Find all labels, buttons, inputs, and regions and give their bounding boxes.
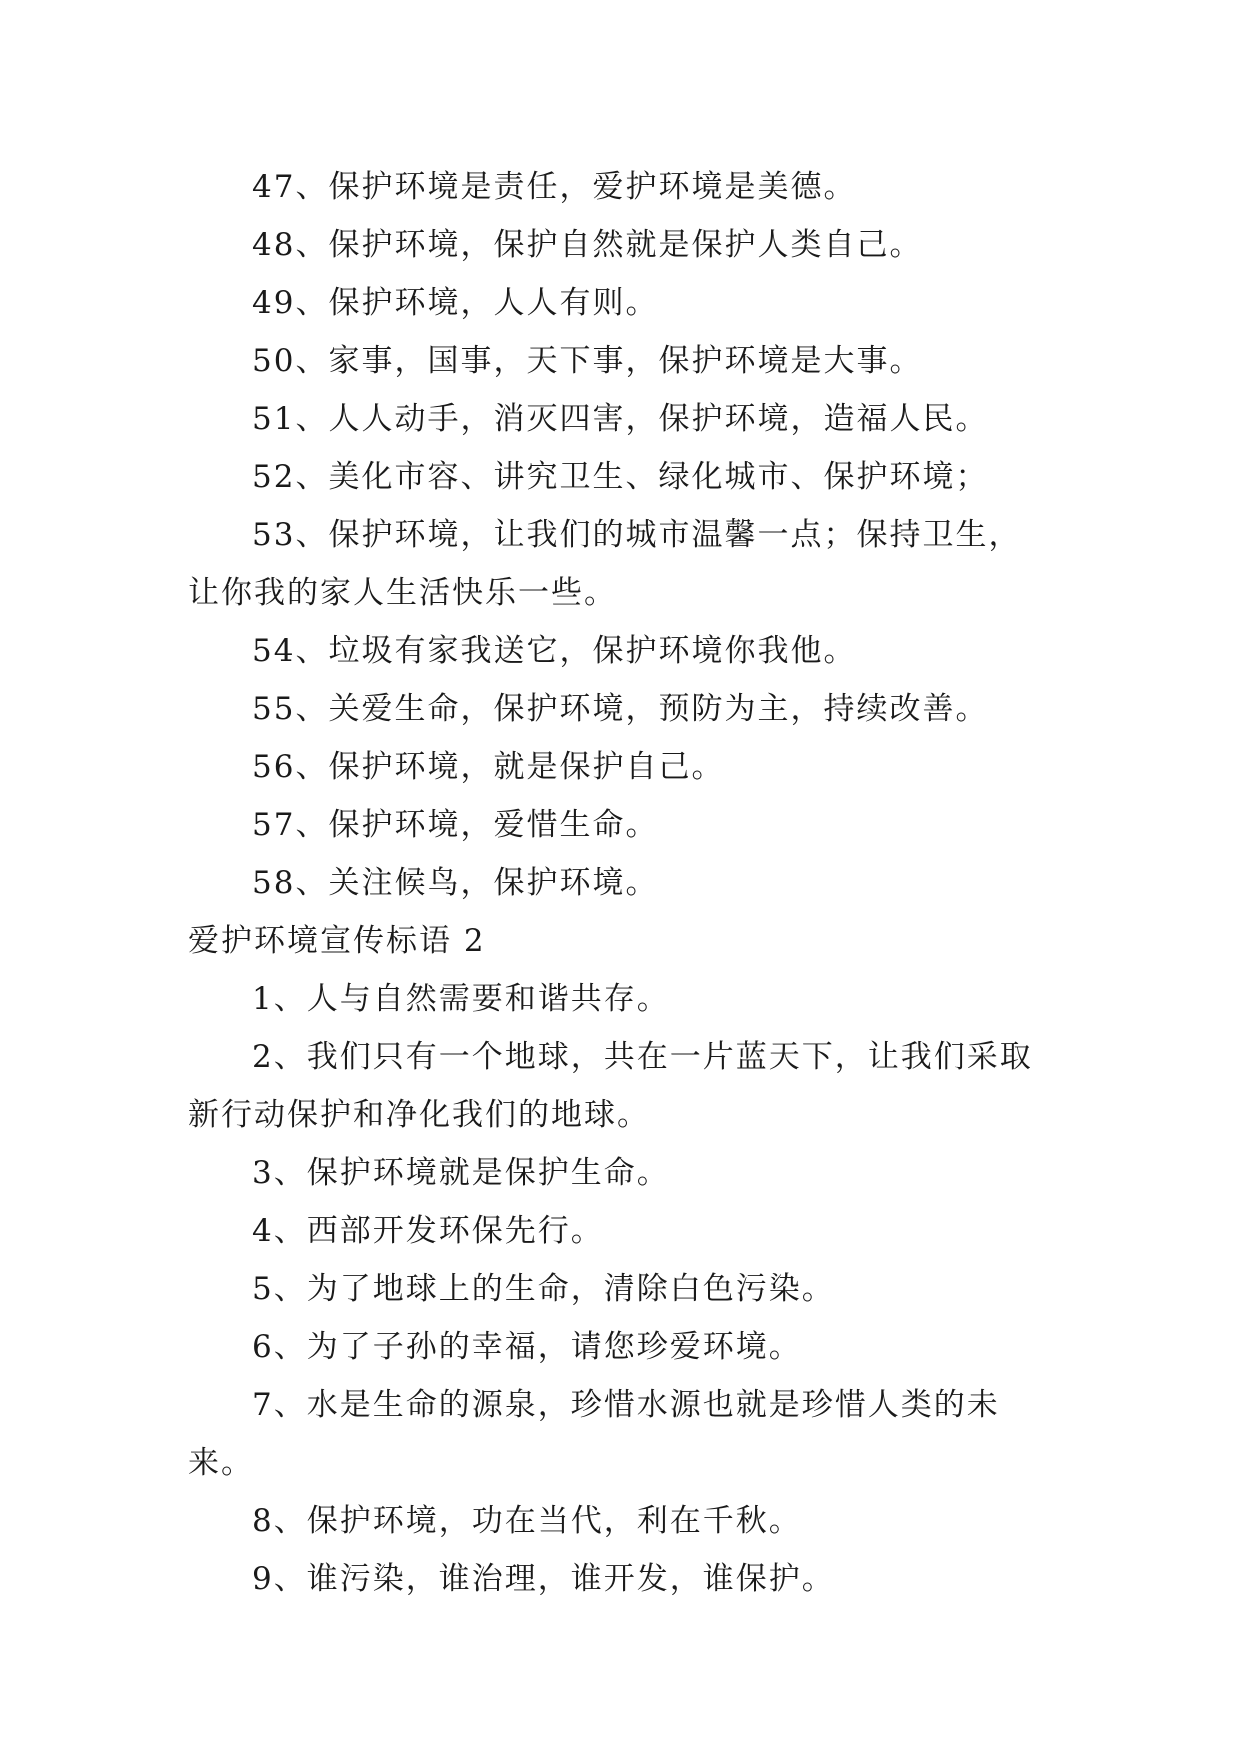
slogan-item-6: 6、为了子孙的幸福，请您珍爱环境。 bbox=[252, 1329, 802, 1365]
slogan-item-8: 8、保护环境，功在当代，利在千秋。 bbox=[252, 1503, 802, 1539]
slogan-item-54: 54、垃圾有家我送它，保护环境你我他。 bbox=[252, 633, 857, 669]
slogan-item-51: 51、人人动手，消灭四害，保护环境，造福人民。 bbox=[252, 401, 989, 437]
slogan-item-7: 7、水是生命的源泉，珍惜水源也就是珍惜人类的未来。 bbox=[188, 1387, 1000, 1481]
slogan-item-3: 3、保护环境就是保护生命。 bbox=[252, 1155, 670, 1191]
document-body bbox=[188, 158, 1048, 1608]
slogan-item-48: 48、保护环境，保护自然就是保护人类自己。 bbox=[252, 227, 923, 263]
slogan-item-55: 55、关爱生命，保护环境，预防为主，持续改善。 bbox=[252, 691, 989, 727]
slogan-item-4: 4、西部开发环保先行。 bbox=[252, 1213, 604, 1249]
slogan-item-2: 2、我们只有一个地球，共在一片蓝天下，让我们采取新行动保护和净化我们的地球。 bbox=[188, 1039, 1033, 1133]
slogan-item-52: 52、美化市容、讲究卫生、绿化城市、保护环境； bbox=[252, 459, 989, 495]
slogan-item-57: 57、保护环境，爱惜生命。 bbox=[252, 807, 659, 843]
slogan-item-58: 58、关注候鸟，保护环境。 bbox=[252, 865, 659, 901]
slogan-item-5: 5、为了地球上的生命，清除白色污染。 bbox=[252, 1271, 835, 1307]
slogan-item-1: 1、人与自然需要和谐共存。 bbox=[252, 981, 670, 1017]
slogan-item-9: 9、谁污染，谁治理，谁开发，谁保护。 bbox=[252, 1561, 835, 1597]
slogan-item-53: 53、保护环境，让我们的城市温馨一点；保持卫生，让你我的家人生活快乐一些。 bbox=[188, 517, 1022, 611]
section-heading: 爱护环境宣传标语 2 bbox=[188, 923, 486, 959]
slogan-item-49: 49、保护环境，人人有则。 bbox=[252, 285, 659, 321]
slogan-item-56: 56、保护环境，就是保护自己。 bbox=[252, 749, 725, 785]
slogan-item-50: 50、家事，国事，天下事，保护环境是大事。 bbox=[252, 343, 923, 379]
slogan-item-47: 47、保护环境是责任，爱护环境是美德。 bbox=[252, 169, 857, 205]
